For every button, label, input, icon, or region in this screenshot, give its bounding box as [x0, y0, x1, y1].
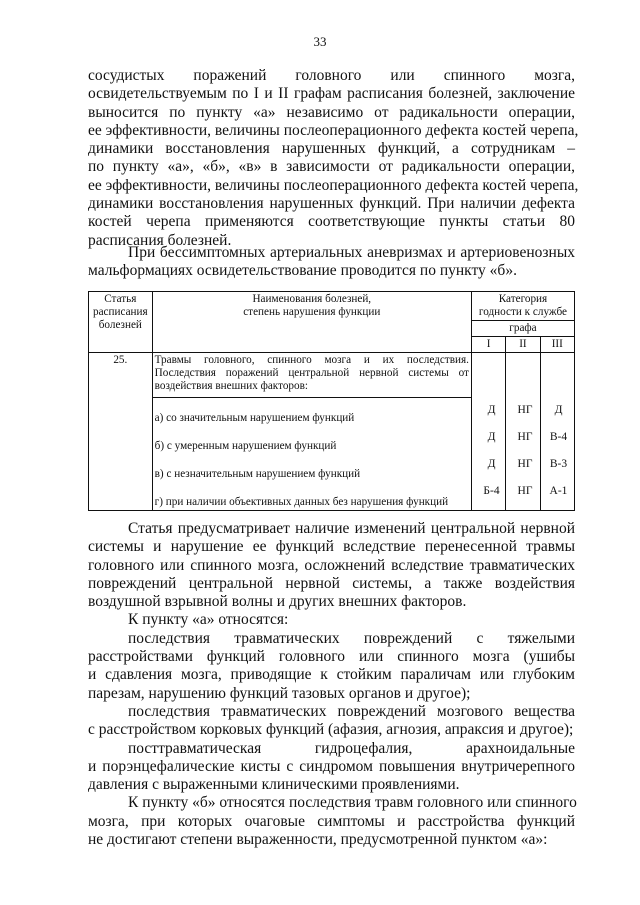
text-line: по пункту «а», «б», «в» в зависимости от радикальности операции,: [88, 158, 575, 176]
header-text: степень нарушения функции: [243, 306, 381, 318]
grade-col-2: [506, 353, 540, 511]
article-description: [88, 520, 575, 849]
grade-value: НГ: [517, 404, 533, 416]
sub-item: в) с незначительным нарушением функций: [152, 454, 471, 482]
text-line: расписания болезней.: [88, 231, 232, 249]
disease-title-line: воздействия внешних факторов:: [154, 380, 308, 392]
text-line: с расстройством корковых функций (афазия, агнозия, апраксия и другое);: [88, 721, 574, 739]
grade-value: Д: [554, 404, 563, 416]
text-line: мальформациях освидетельствование проводится по пункту «б».: [88, 262, 517, 280]
text-line: При бессимптомных артериальных аневризмах и артериовенозных: [128, 244, 575, 261]
text-line: парезам, нарушению функций тазовых органов и другое);: [88, 684, 471, 702]
text-line: ее эффективности, величины послеоперационного дефекта костей черепа,: [88, 176, 579, 194]
header-text: Статья: [104, 293, 137, 305]
text-line: ее эффективности, величины послеоперационного дефекта костей черепа,: [88, 121, 579, 139]
grade-value: НГ: [517, 485, 533, 497]
grade-value: А-1: [549, 485, 568, 497]
header-text: расписания: [92, 306, 148, 318]
text-line: сосудистых поражений головного или спинного мозга,: [88, 67, 575, 84]
header-text: болезней: [98, 319, 142, 331]
text-line: последствия травматических повреждений с тяжелыми: [128, 629, 575, 647]
header-disease-name: [152, 292, 471, 353]
text-line: мозга, при которых очаговые симптомы и расстройства функций: [88, 812, 575, 830]
text-line: Статья предусматривает наличие изменений центральной нервной: [128, 520, 575, 537]
grade-value: В-3: [549, 458, 568, 470]
point-a-intro: К пункту «а» относятся:: [128, 611, 289, 629]
header-graph: графа: [471, 321, 574, 337]
text-line: воздушной взрывной волны и других внешних факторов.: [88, 593, 467, 611]
page-number: 33: [313, 34, 327, 49]
text-line: динамики восстановления нарушенных функций, а сотрудникам –: [88, 140, 575, 158]
header-graph-col: III: [540, 337, 574, 353]
text-line: освидетельствуемым по I и II графам расписания болезней, заключение: [88, 85, 575, 103]
text-line: повреждений центральной нервной системы, а также воздействия: [88, 574, 575, 592]
intro-paragraph: [88, 67, 579, 250]
text-line: не достигают степени выраженности, предусмотренной пунктом «а»:: [88, 831, 548, 849]
grade-value: НГ: [517, 458, 533, 470]
text-line: посттравматическая гидроцефалия, арахноидальные: [128, 739, 575, 757]
text-line: головного или спинного мозга, осложнений вследствие травматических: [88, 556, 575, 574]
disease-title-line: Травмы головного, спинного мозга и их последствия.: [154, 354, 469, 366]
text-line: выносится по пункту «а» независимо от радикальности операции,: [88, 103, 575, 121]
text-line: последствия травматических повреждений мозгового вещества: [128, 702, 575, 720]
grade-value: В-4: [549, 431, 568, 443]
sub-item: б) с умеренным нарушением функций: [152, 426, 471, 454]
table-header-row: [89, 292, 575, 321]
grade-col-1: [471, 353, 505, 511]
grade-value: Д: [487, 458, 496, 470]
text-line: и порэнцефалические кисты с синдромом повышения внутричерепного: [88, 757, 575, 775]
header-graph-col: I: [471, 337, 505, 353]
header-category: [471, 292, 574, 321]
sub-item: а) со значительным нарушением функций: [152, 398, 471, 427]
disease-title-line: Последствия поражений центральной нервной системы от: [154, 367, 469, 379]
grade-value: НГ: [517, 431, 533, 443]
grade-value: Д: [487, 431, 496, 443]
header-graph-col: II: [506, 337, 540, 353]
text-line: К пункту «б» относятся последствия травм головного или спинного: [128, 794, 577, 812]
grade-value: Д: [487, 404, 496, 416]
aneurysm-paragraph: [88, 244, 575, 281]
text-line: системы и нарушение ее функций вследствие перенесенной травмы: [88, 538, 575, 556]
text-line: и сдавления мозга, приводящие к стойким параличам или глубоким: [88, 666, 575, 684]
header-text: годности к службе: [478, 306, 567, 318]
text-line: костей черепа применяются соответствующие пункты статьи 80: [88, 213, 575, 231]
text-line: давления с выраженными клиническими проявлениями.: [88, 776, 460, 794]
sub-item: г) при наличии объективных данных без нарушения функций: [152, 482, 471, 511]
header-text: Категория: [498, 293, 548, 305]
table-row: [89, 353, 575, 398]
text-line: динамики восстановления нарушенных функций. При наличии дефекта: [88, 195, 575, 213]
grade-value: Б-4: [483, 485, 500, 497]
text-line: расстройствами функций головного или спинного мозга (ушибы: [88, 648, 575, 666]
header-text: Наименования болезней,: [252, 293, 372, 305]
article-number: 25.: [89, 353, 153, 511]
disease-title: [152, 353, 471, 398]
header-article: [89, 292, 153, 353]
grade-col-3: [540, 353, 574, 511]
disease-schedule-table: [88, 291, 575, 511]
